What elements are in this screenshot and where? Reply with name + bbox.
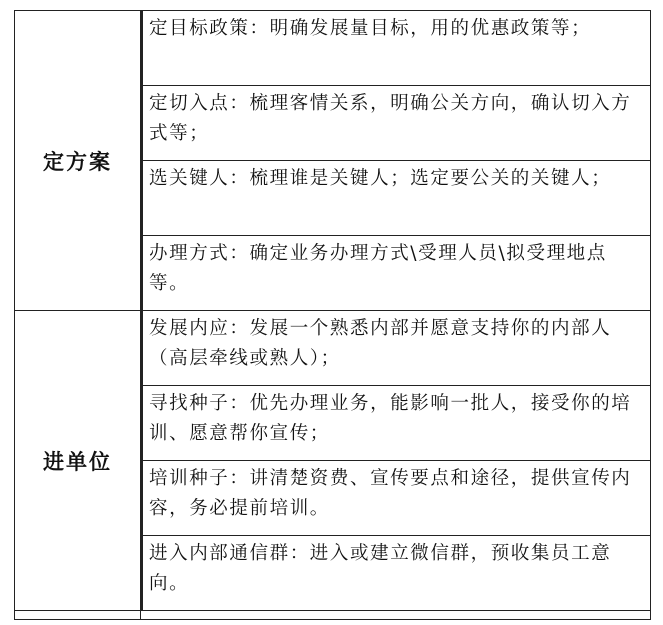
item-text: 发展内应：发展一个熟悉内部并愿意支持你的内部人（高层牵线或熟人）； (141, 311, 650, 385)
item-cell (141, 386, 651, 461)
item-text: 培训种子：讲清楚资费、宣传要点和途径，提供宣传内容，务必提前培训。 (141, 461, 650, 535)
table-row (15, 311, 651, 386)
item-cell (141, 161, 651, 236)
section-title-cell (15, 311, 141, 611)
item-text: 定切入点：梳理客情关系，明确公关方向，确认切入方式等； (141, 86, 650, 160)
cut-cell (15, 611, 141, 620)
item-cell (141, 461, 651, 536)
section-title-cell (15, 11, 141, 311)
cut-cell (141, 611, 651, 620)
item-text: 进入内部通信群：进入或建立微信群，预收集员工意向。 (141, 536, 650, 610)
section-title: 定方案 (43, 149, 112, 174)
table-row (15, 11, 651, 86)
table-row-cut (15, 611, 651, 620)
item-text: 定目标政策：明确发展量目标，用的优惠政策等； (141, 11, 650, 85)
plan-table (14, 10, 651, 620)
section-title: 进单位 (43, 449, 112, 474)
item-cell (141, 236, 651, 311)
item-text: 办理方式：确定业务办理方式\受理人员\拟受理地点等。 (141, 236, 650, 310)
item-cell (141, 536, 651, 611)
item-text: 选关键人：梳理谁是关键人；选定要公关的关键人； (141, 161, 650, 235)
item-cell (141, 11, 651, 86)
item-cell (141, 311, 651, 386)
item-cell (141, 86, 651, 161)
item-text: 寻找种子：优先办理业务，能影响一批人，接受你的培训、愿意帮你宣传； (141, 386, 650, 460)
